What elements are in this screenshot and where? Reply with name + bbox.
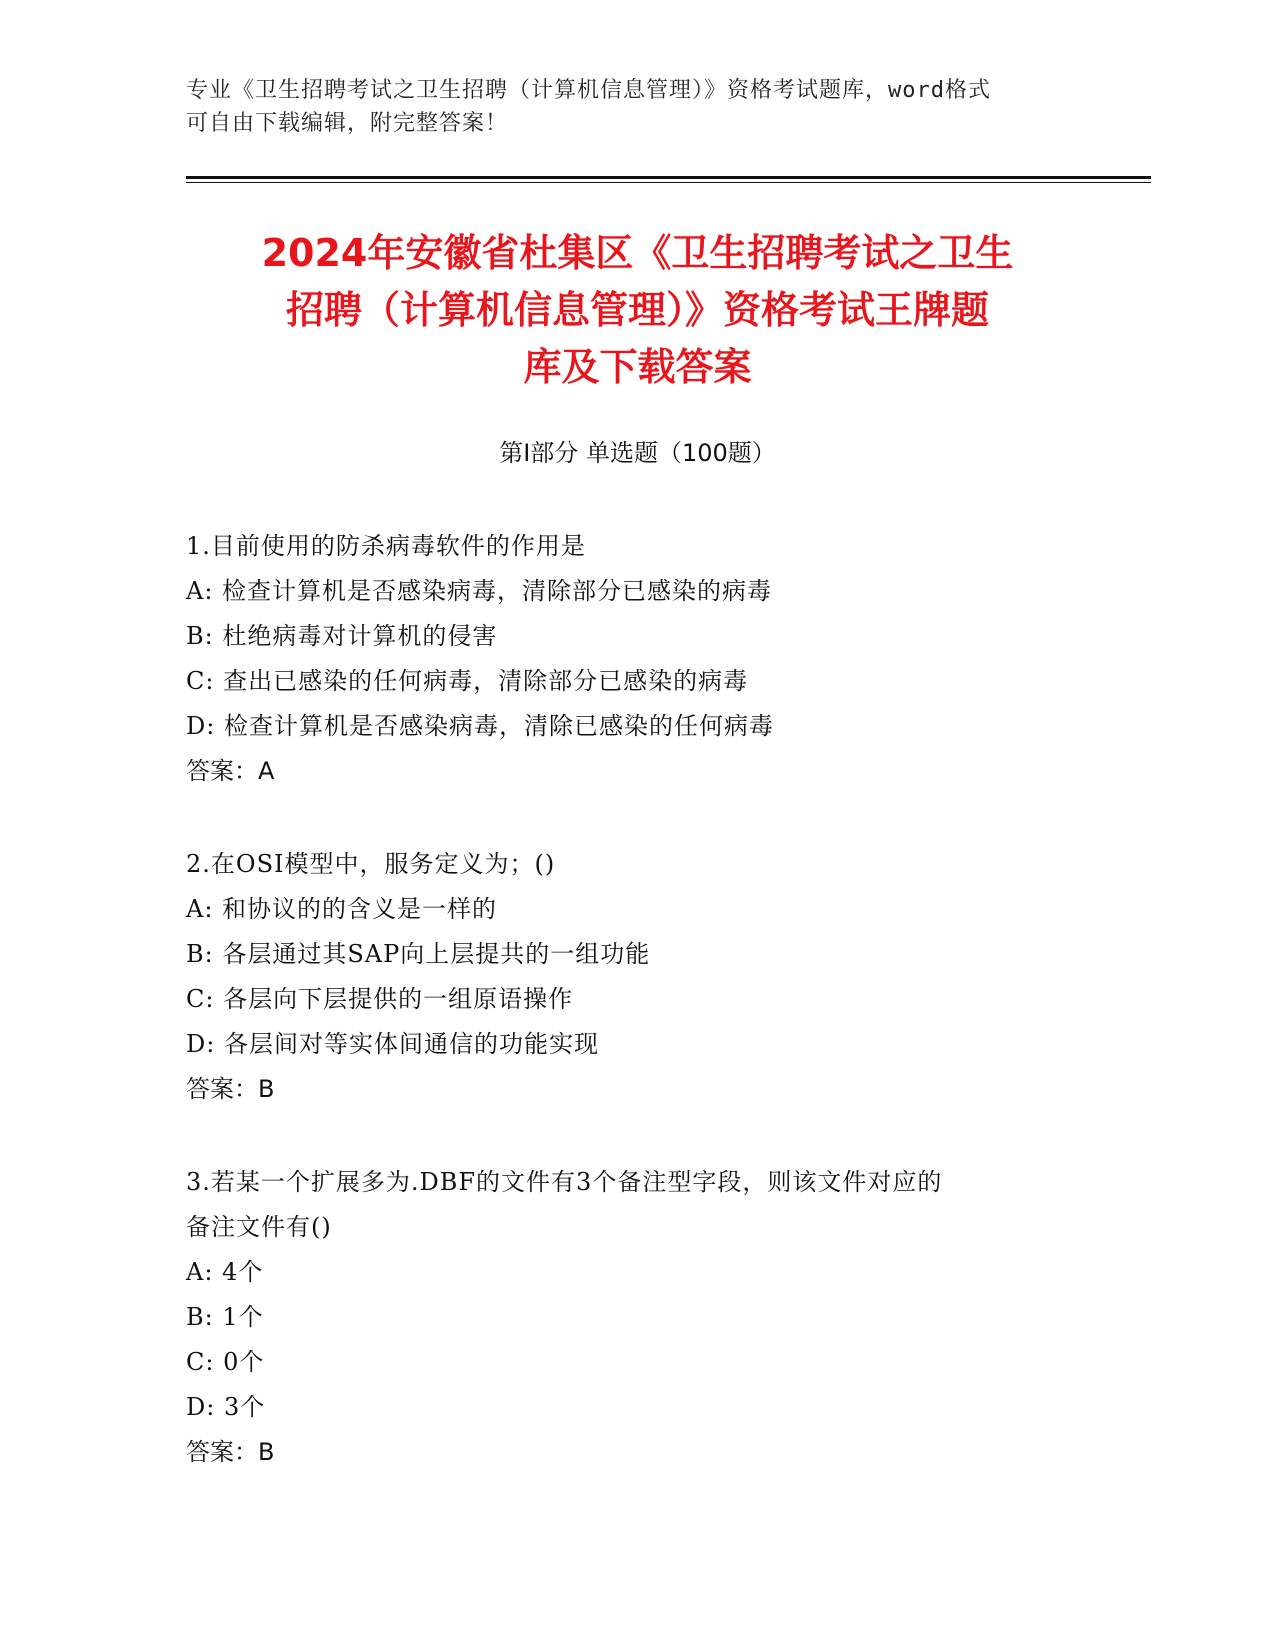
section-heading: 第I部分 单选题（100题） bbox=[499, 439, 776, 467]
question-stem: 2.在OSI模型中，服务定义为；() bbox=[186, 850, 556, 878]
document-title bbox=[150, 225, 1125, 396]
option-d: D: 各层间对等实体间通信的功能实现 bbox=[186, 1030, 599, 1058]
header-note-line-2: 可自由下载编辑，附完整答案！ bbox=[186, 111, 509, 136]
option-d: D: 3个 bbox=[186, 1393, 266, 1421]
answer-line: 答案：B bbox=[186, 1075, 275, 1103]
header-note bbox=[186, 74, 1066, 140]
answer-line: 答案：B bbox=[186, 1438, 275, 1466]
header-note-line-1: 专业《卫生招聘考试之卫生招聘（计算机信息管理）》资格考试题库，word格式 bbox=[186, 78, 991, 103]
question-stem-continued: 备注文件有() bbox=[186, 1213, 332, 1241]
header-divider-thin bbox=[186, 182, 1151, 183]
question-item bbox=[186, 1160, 1066, 1475]
question-stem: 1.目前使用的防杀病毒软件的作用是 bbox=[186, 532, 586, 560]
option-c: C: 0个 bbox=[186, 1348, 265, 1376]
option-c: C: 各层向下层提供的一组原语操作 bbox=[186, 985, 574, 1013]
answer-line: 答案：A bbox=[186, 757, 275, 785]
option-a: A: 和协议的的含义是一样的 bbox=[186, 895, 498, 923]
question-item bbox=[186, 524, 1066, 794]
header-divider-thick bbox=[186, 176, 1151, 179]
option-b: B: 各层通过其SAP向上层提共的一组功能 bbox=[186, 940, 651, 968]
question-stem: 3.若某一个扩展多为.DBF的文件有3个备注型字段，则该文件对应的 bbox=[186, 1168, 943, 1196]
option-a: A: 检查计算机是否感染病毒，清除部分已感染的病毒 bbox=[186, 577, 773, 605]
option-d: D: 检查计算机是否感染病毒，清除已感染的任何病毒 bbox=[186, 712, 774, 740]
question-list bbox=[186, 524, 1066, 1523]
question-item bbox=[186, 842, 1066, 1112]
option-a: A: 4个 bbox=[186, 1258, 264, 1286]
option-c: C: 查出已感染的任何病毒，清除部分已感染的病毒 bbox=[186, 667, 749, 695]
title-line-1: 2024年安徽省杜集区《卫生招聘考试之卫生 bbox=[261, 231, 1014, 275]
option-b: B: 1个 bbox=[186, 1303, 264, 1331]
title-line-2: 招聘（计算机信息管理）》资格考试王牌题 bbox=[285, 288, 989, 332]
option-b: B: 杜绝病毒对计算机的侵害 bbox=[186, 622, 498, 650]
title-line-3: 库及下载答案 bbox=[523, 345, 752, 389]
